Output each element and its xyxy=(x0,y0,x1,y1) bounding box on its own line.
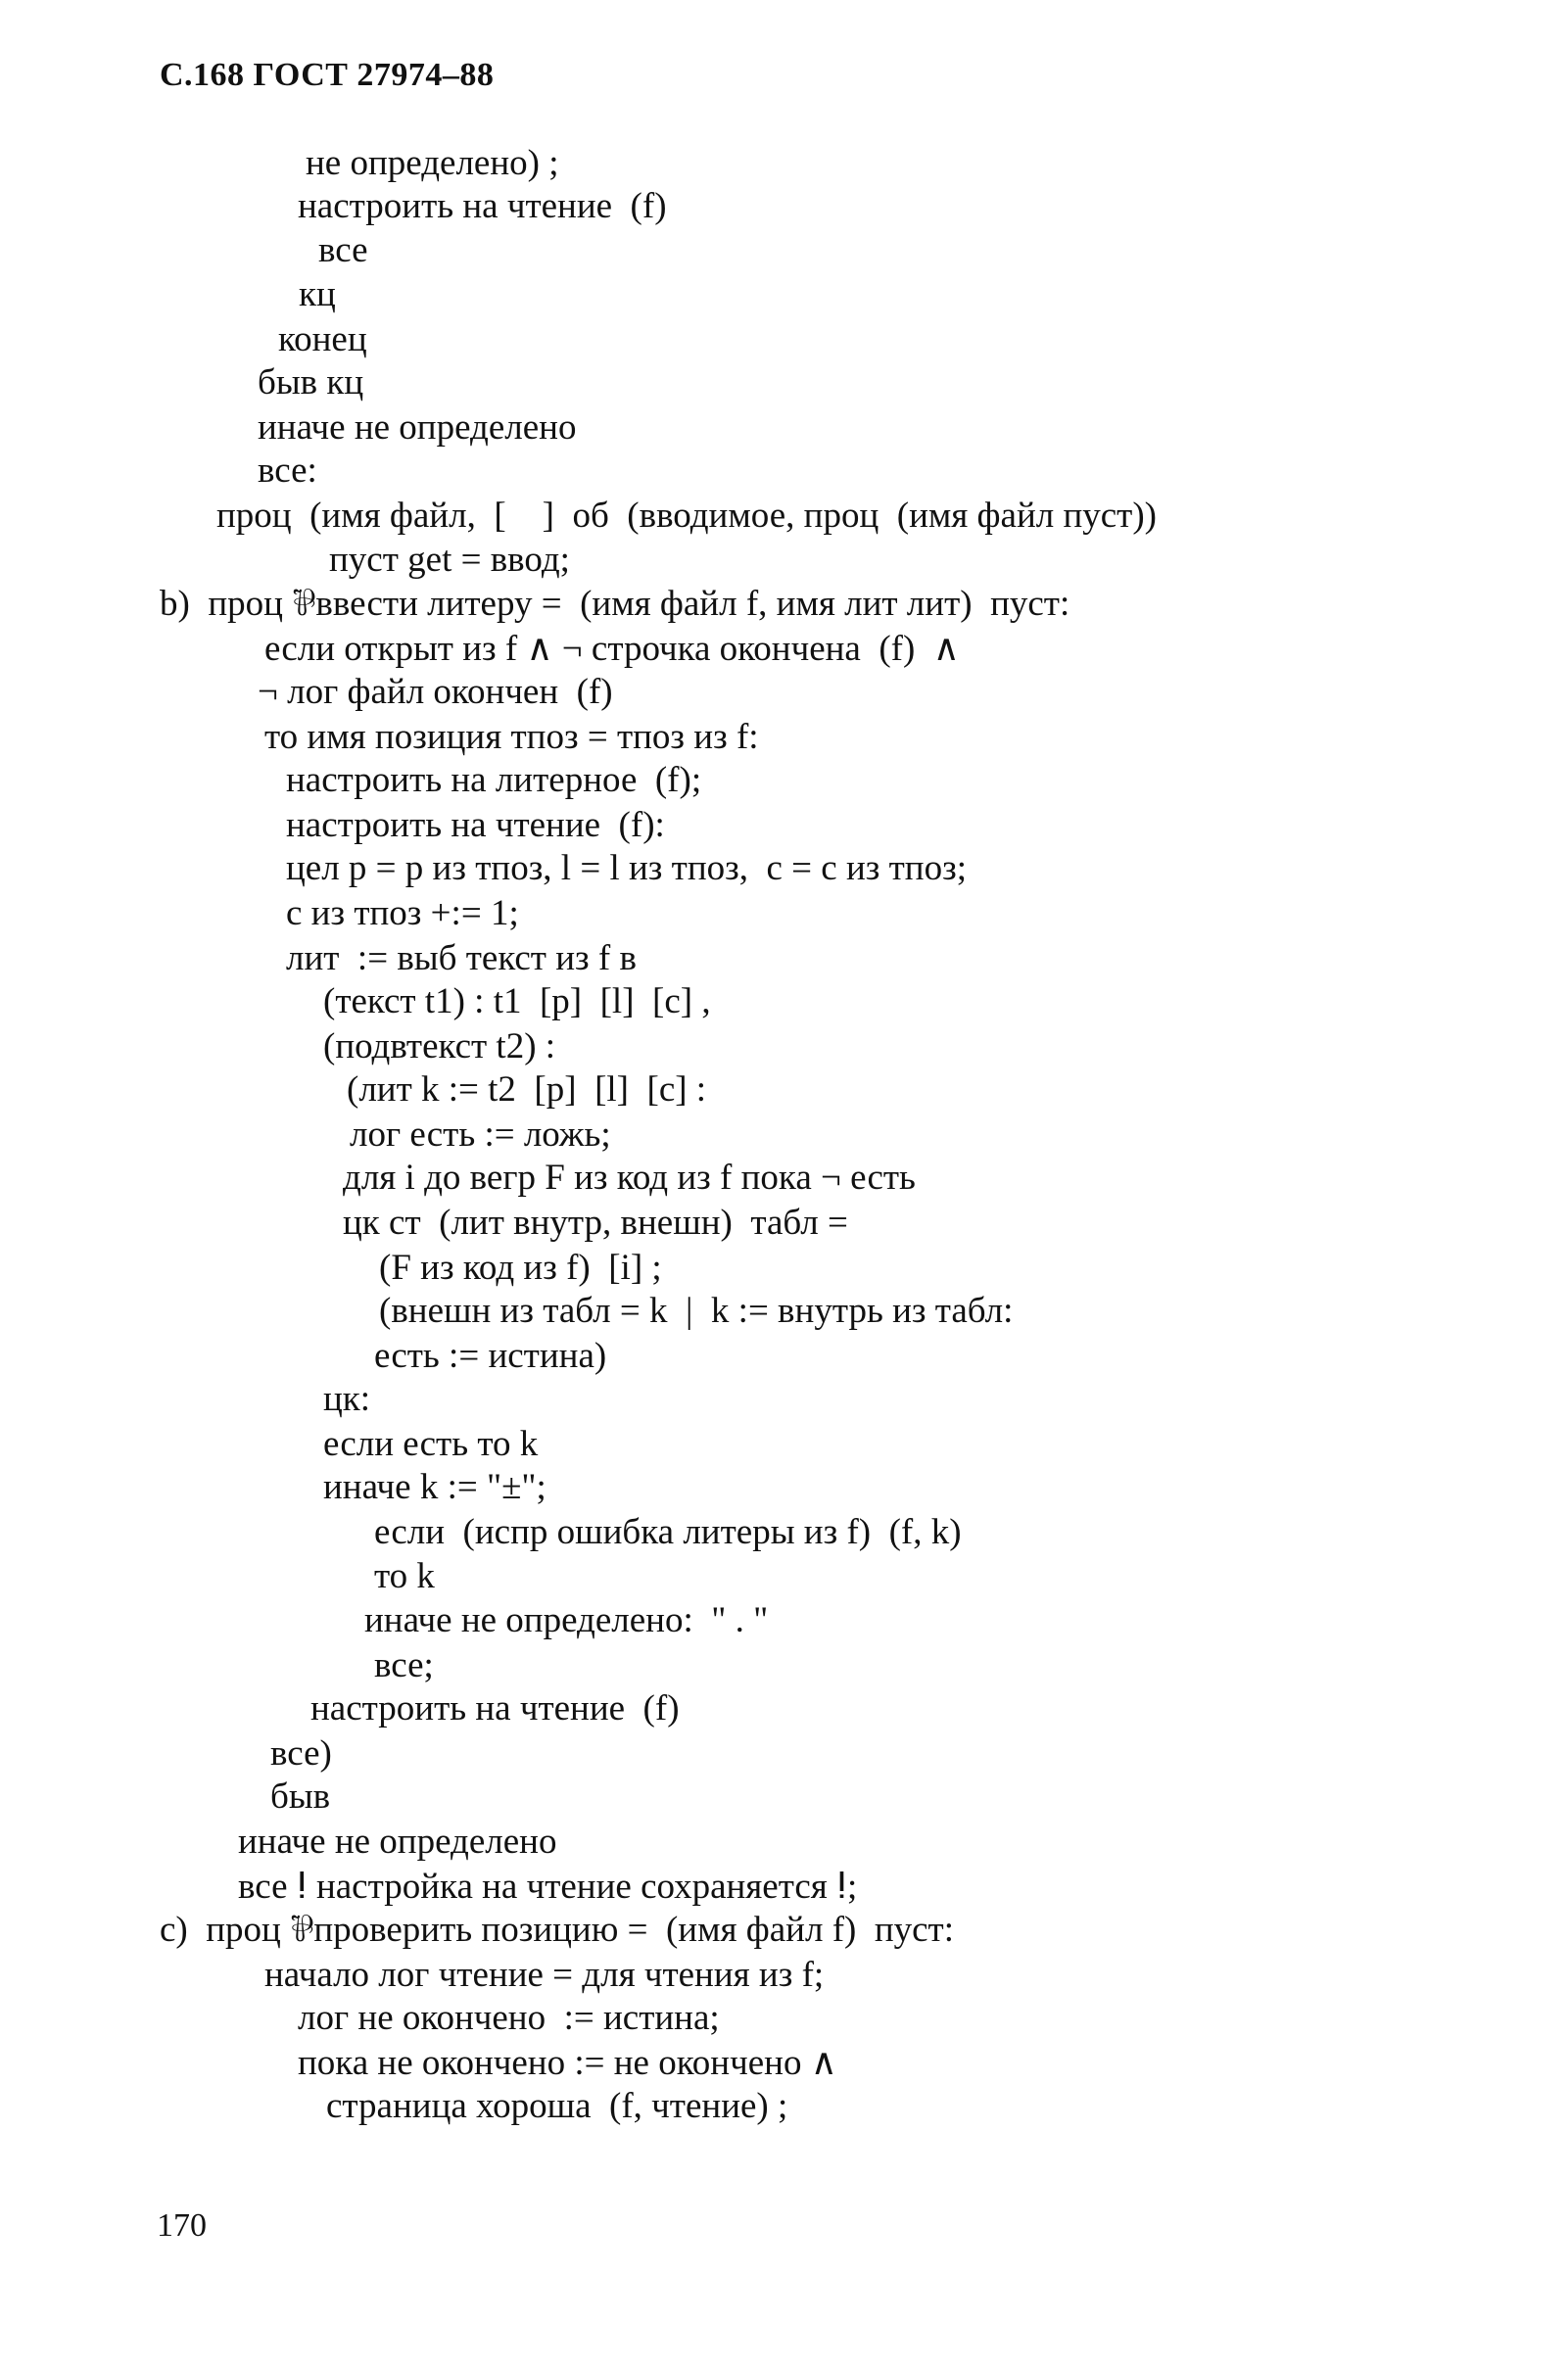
code-line: если (испр ошибка литеры из f) (f, k) xyxy=(374,1512,962,1552)
code-line: цк ст (лит внутр, внешн) табл = xyxy=(343,1203,848,1243)
code-line: ¬ лог файл окончен (f) xyxy=(258,672,613,712)
code-line: лог не окончено := истина; xyxy=(298,1998,720,2038)
code-line: настроить на литерное (f); xyxy=(286,760,702,800)
code-line: все; xyxy=(374,1645,434,1685)
code-line: не определено) ; xyxy=(306,143,559,183)
code-line: если открыт из f ∧ ¬ строчка окончена (f) ∧ xyxy=(264,629,960,669)
code-line: (текст t1) : t1 [p] [l] [c] , xyxy=(323,981,711,1021)
code-line: конец xyxy=(278,319,367,359)
code-line: иначе не определено: " . " xyxy=(364,1600,769,1640)
code-line: иначе не определено xyxy=(258,407,577,448)
code-line: пока не окончено := не окончено ∧ xyxy=(298,2043,837,2083)
code-line: страница хороша (f, чтение) ; xyxy=(326,2086,788,2126)
code-line: все xyxy=(318,230,368,270)
code-line: то k xyxy=(374,1556,435,1596)
page-header: С.168 ГОСТ 27974–88 xyxy=(160,57,495,93)
code-line: (F из код из f) [i] ; xyxy=(379,1248,662,1288)
code-line: для i до вегр F из код из f пока ¬ есть xyxy=(343,1158,916,1198)
code-line: (подвтекст t2) : xyxy=(323,1026,556,1066)
code-line: настроить на чтение (f): xyxy=(286,805,665,845)
code-line: есть := истина) xyxy=(374,1336,607,1376)
code-line: (внешн из табл = k | k := внутрь из табл: xyxy=(379,1291,1014,1331)
code-line: проц (имя файл, [ ] об (вводимое, проц (имя файл пуст)) xyxy=(216,496,1157,536)
code-line: c) проц ⅌проверить позицию = (имя файл f) пуст: xyxy=(160,1910,955,1950)
code-line: настроить на чтение (f) xyxy=(310,1688,680,1729)
code-line: пуст get = ввод; xyxy=(329,540,570,580)
code-line: лог есть := ложь; xyxy=(350,1114,611,1155)
code-line: то имя позиция тпоз = тпоз из f: xyxy=(264,717,759,757)
code-line: c из тпоз +:= 1; xyxy=(286,893,519,933)
code-line: цк: xyxy=(323,1379,371,1419)
code-line: начало лог чтение = для чтения из f; xyxy=(264,1955,825,1995)
code-line: цел p = p из тпоз, l = l из тпоз, c = c из тпоз; xyxy=(286,848,967,888)
code-line: (лит k := t2 [p] [l] [c] : xyxy=(347,1069,707,1110)
code-line: b) проц ⅌ввести литеру = (имя файл f, имя лит лит) пуст: xyxy=(160,584,1070,624)
code-line: лит := выб текст из f в xyxy=(286,938,637,978)
code-line: быв кц xyxy=(258,362,364,403)
code-line: все) xyxy=(270,1733,332,1774)
code-line: иначе не определено xyxy=(238,1822,557,1862)
code-line: настроить на чтение (f) xyxy=(298,186,667,226)
code-line: если есть то k xyxy=(323,1424,539,1464)
code-line: быв xyxy=(270,1776,331,1817)
code-line: кц xyxy=(299,274,336,314)
code-line: все: xyxy=(258,450,317,491)
code-line: все ⵑ настройка на чтение сохраняется ⵑ; xyxy=(238,1867,858,1907)
code-line: иначе k := "±"; xyxy=(323,1467,546,1507)
page-number: 170 xyxy=(157,2207,207,2244)
